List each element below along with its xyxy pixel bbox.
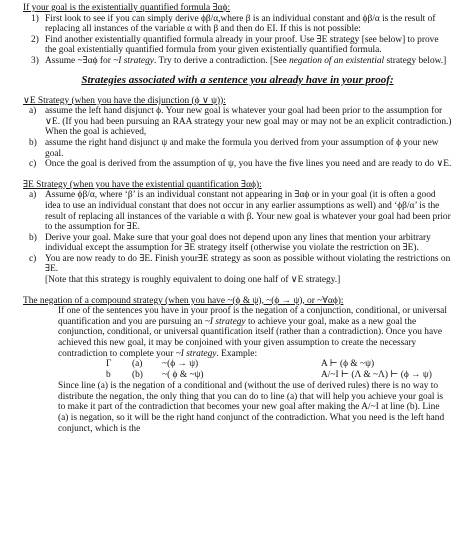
item-letter: a) [29, 106, 37, 117]
item-text: Once the goal is derived from the assumption of ψ, you have the five lines you need and are ready to do ∨E. [45, 159, 452, 170]
item-note: [Note that this strategy is roughly equivalent to doing one half of ∨E strategy.] [45, 275, 341, 286]
item-text: Derive your goal. Make sure that your goal does not depend upon any lines that mention your arbitrary individual except the assumption for ∃E strategy itself (otherwise you violate the restriction on ∃E). [45, 232, 431, 254]
section-heading-existential-goal: If your goal is the existentially quantified formula ∃αϕ: [23, 3, 231, 13]
list-item [23, 254, 452, 286]
para-text: If one of the sentences you have in your proof is the negation of a conjunction, conditional, or universal quantification and you are pursuing an [58, 306, 447, 327]
item-text-post: . Try to derive a contradiction. [See [153, 55, 290, 66]
item-letter: c) [29, 253, 37, 264]
existential-elimination-list [23, 190, 452, 285]
section-heading-negation-compound: The negation of a compound strategy (when you have ~(ϕ & ψ), ~(ϕ → ψ), or ~∀αϕ): [23, 295, 344, 306]
para-italic: ~I strategy [204, 316, 246, 327]
example-label-2: (b) [132, 370, 143, 381]
item-letter: a) [29, 190, 37, 201]
list-item [23, 233, 452, 254]
example-goal-2: A/~I ⊢ (Λ & ~Λ) ⊢ (ϕ → ψ) [321, 370, 432, 381]
example-formula-1: ~(ϕ → ψ) [162, 359, 199, 370]
example-formula-2: ~( ϕ & ~ψ) [162, 370, 204, 381]
item-text-post-2: strategy below.] [384, 55, 447, 66]
example-label-1: (a) [132, 359, 143, 370]
item-text-italic: ~I strategy [113, 55, 154, 66]
para-italic: ~I strategy [175, 348, 217, 359]
example-goal-1: A ⊢ (ϕ & ~ψ) [321, 359, 375, 370]
item-text-main: You are now ready to do ∃E. Finish your∃E strategy as soon as possible without violating the restrictions on ∃E. [45, 253, 451, 275]
or-elimination-list [23, 106, 452, 170]
negation-paragraph-1 [58, 306, 452, 359]
existential-goal-list [23, 14, 452, 67]
negation-paragraph-2: Since line (a) is the negation of a conditional and (without the use of derived rules) there is no way to distribute the negation, the only thing that you can do to line (a) that will help you achieve your goal is to make it part of the contradiction that becomes your new goal after making the A/~I at line (b). Line (a) is negation, so it will be the right hand conjunct of the contradiction. What you need is the left hand conjunct, which is the [58, 381, 445, 434]
section-heading-existential-elimination: ∃E Strategy (when you have the existential quantification ∃αϕ): [23, 179, 262, 190]
item-text-italic-2: negation of an existential [289, 55, 385, 66]
item-number: 1) [31, 13, 39, 24]
para-text: . Example: [216, 348, 258, 359]
list-item [23, 56, 452, 67]
list-item [23, 190, 452, 232]
item-text [45, 254, 452, 286]
item-number: 2) [31, 34, 39, 45]
para-text: to achieve your goal, make as a new goal the conjunction, conditional, or universal quantification itself (rather than a contradiction). Once you have achieved this new goal, it may be conjoined with your given assumption to create the necessary contradiction to complete your [58, 316, 442, 359]
list-item [23, 14, 452, 35]
item-text [45, 56, 452, 67]
item-letter: b) [29, 232, 37, 243]
item-text: First look to see if you can simply derive ϕβ/α,where β is an individual constant and ϕβ/α is the result of replacing all instances of the variable α with β and then do EI. If this is not possible: [45, 13, 436, 35]
item-text-pre: Assume ~∃αϕ for [45, 55, 114, 66]
section-heading-or-elimination: ∨E Strategy (when you have the disjunction (ϕ ∨ ψ)): [23, 95, 226, 106]
example-ref-1: Γ [106, 359, 112, 370]
list-item [23, 138, 452, 159]
example-ref-2: b [106, 370, 111, 381]
list-item [23, 35, 452, 56]
page-title: Strategies associated with a sentence you already have in your proof: [81, 73, 394, 86]
item-text: Find another existentially quantified formula already in your proof. Use ∃E strategy [see below] to prove the goal existentially quantified formula from your given existentially quantified formula. [45, 34, 439, 56]
item-letter: c) [29, 159, 37, 170]
item-text: assume the left hand disjunct ϕ. Your new goal is whatever your goal had been prior to the assumption for ∨E. (If you had been pursuing an RAA strategy your new goal may or may not be an explicit contradiction.) When the goal is achieved, [45, 106, 452, 138]
list-item [23, 159, 452, 170]
item-text: assume the right hand disjunct ψ and make the formula you derived from your assumption of ϕ your new goal. [45, 137, 439, 159]
list-item [23, 106, 452, 138]
item-text: Assume ϕβ/α, where ‘β’ is an individual constant not appearing in ∃αϕ or in your goal (it is often a good idea to use an individual constant that does not occur in any earlier assumptions as well) and ‘ϕβ/α’ is the result of replacing all instances of the variable α with β. Your new goal is whatever your goal had been prior to the assumption for ∃E. [45, 190, 451, 233]
proof-example [58, 359, 452, 381]
item-letter: b) [29, 137, 37, 148]
item-number: 3) [31, 55, 39, 66]
